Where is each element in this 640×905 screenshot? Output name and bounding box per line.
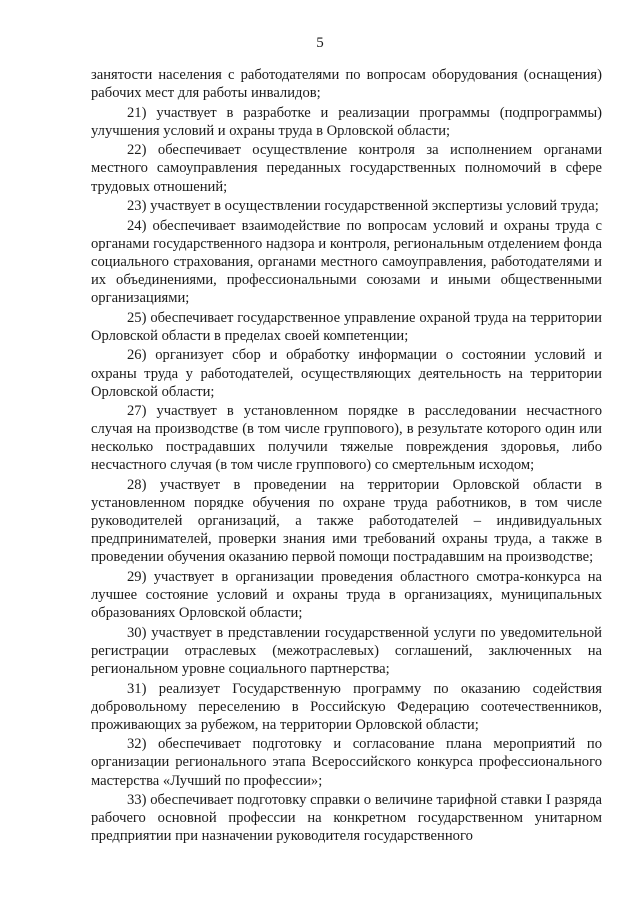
paragraph: занятости населения с работодателями по вопросам оборудования (оснащения) рабочих мест для работы инвалидов; xyxy=(91,67,602,102)
paragraph: 29) участвует в организации проведения областного смотра-конкурса на лучшее состояние условий и охраны труда в организациях, муниципальных образованиях Орловской области; xyxy=(91,569,602,622)
paragraph: 28) участвует в проведении на территории Орловской области в установленном порядке обучения по охране труда работников, в том числе руководителей организаций, а также работодателей – индивидуальных предпринимателей, проверки знания ими требований охраны труда, а также в проведении обучения оказанию первой помощи пострадавшим на производстве; xyxy=(91,477,602,566)
paragraph: 27) участвует в установленном порядке в расследовании несчастного случая на производстве (в том числе группового), в результате которого один или несколько пострадавших получили тяжелые повреждения здоровья, либо несчастного случая (в том числе группового) со смертельным исходом; xyxy=(91,403,602,474)
page-number: 5 xyxy=(316,35,324,51)
paragraph: 22) обеспечивает осуществление контроля за исполнением органами местного самоуправления переданных государственных полномочий в сфере трудовых отношений; xyxy=(91,142,602,195)
document-body xyxy=(91,66,602,847)
paragraph: 30) участвует в представлении государственной услуги по уведомительной регистрации отраслевых (межотраслевых) соглашений, заключенных на региональном уровне социального партнерства; xyxy=(91,624,602,677)
paragraph: 33) обеспечивает подготовку справки о величине тарифной ставки I разряда рабочего основной профессии на конкретном государственном унитарном предприятии при назначении руководителя государственного xyxy=(91,792,602,845)
paragraph: 21) участвует в разработке и реализации программы (подпрограммы) улучшения условий и охраны труда в Орловской области; xyxy=(91,104,602,139)
paragraph: 32) обеспечивает подготовку и согласование плана мероприятий по организации регионального этапа Всероссийского конкурса профессионального мастерства «Лучший по профессии»; xyxy=(91,736,602,789)
paragraph: 25) обеспечивает государственное управление охраной труда на территории Орловской области в пределах своей компетенции; xyxy=(91,309,602,344)
paragraph: 24) обеспечивает взаимодействие по вопросам условий и охраны труда с органами государственного надзора и контроля, региональным отделением фонда социального страхования, органами местного самоуправления, работодателями и их объединениями, профессиональными союзами и иными общественными организациями; xyxy=(91,217,602,307)
paragraph: 26) организует сбор и обработку информации о состоянии условий и охраны труда у работодателей, осуществляющих деятельность на территории Орловской области; xyxy=(91,347,602,400)
paragraph: 23) участвует в осуществлении государственной экспертизы условий труда; xyxy=(127,198,599,215)
paragraph: 31) реализует Государственную программу по оказанию содействия добровольному переселению в Российскую Федерацию соотечественников, проживающих за рубежом, на территории Орловской области; xyxy=(91,680,602,733)
